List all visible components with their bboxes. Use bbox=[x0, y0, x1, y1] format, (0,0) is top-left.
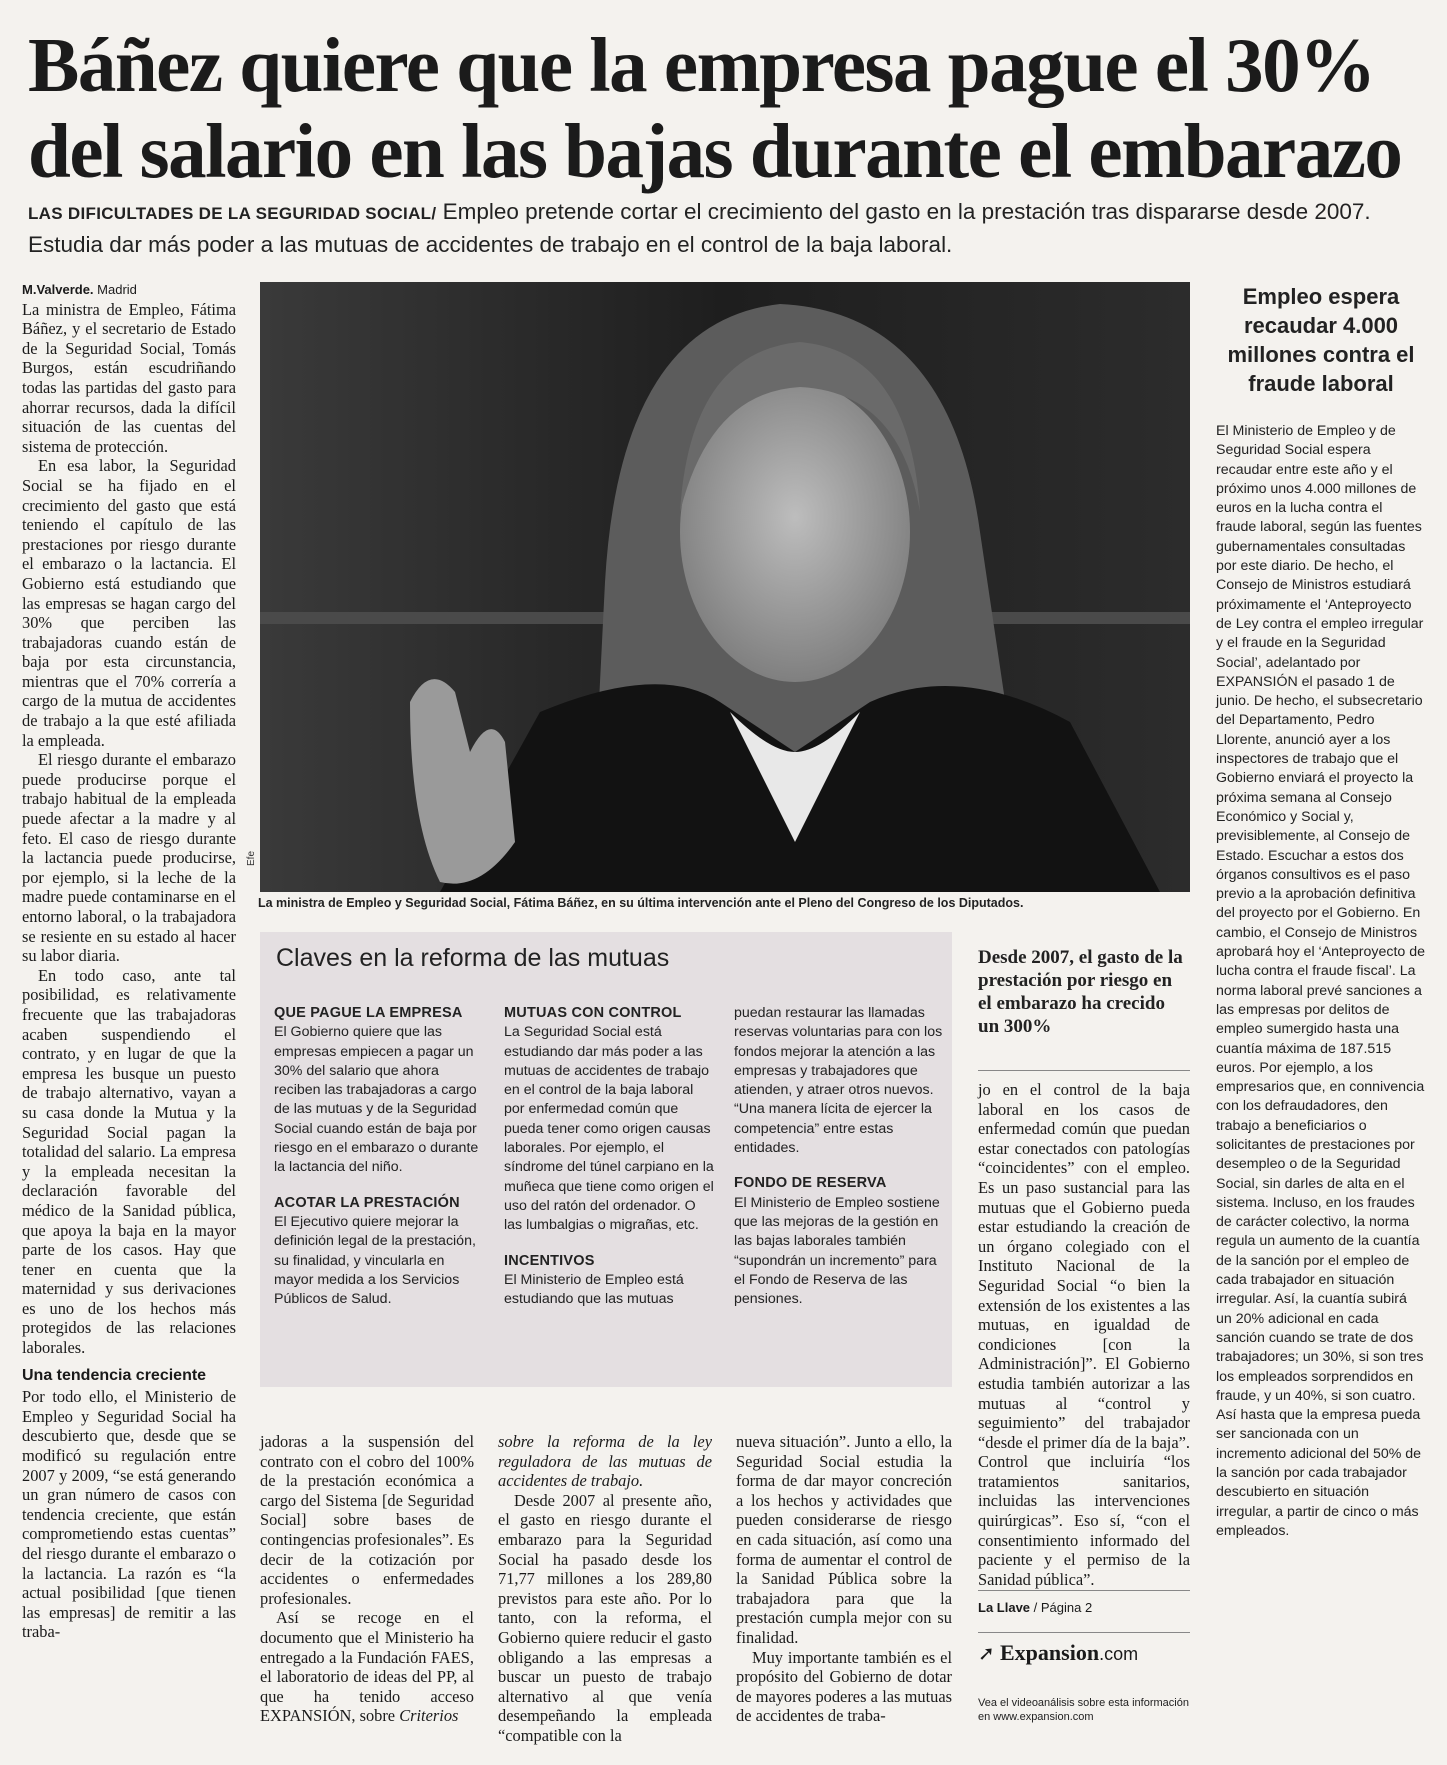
box-section-5-text: El Ministerio de Empleo sostiene que las mejoras de la gestión en las bajas laborales también “supondrán un incremento” para el Fondo de Reserva de las pensiones. bbox=[734, 1194, 940, 1308]
byline bbox=[22, 280, 236, 300]
deck-text: Empleo pretende cortar el crecimiento del gasto en la prestación tras dispararse desde 2007. Estudia dar más poder a las mutuas de accidentes de trabajo en el control de la baja laboral. bbox=[28, 199, 1371, 257]
expansion-promo[interactable] bbox=[978, 1640, 1190, 1755]
headline-line-1: Báñez quiere que la empresa pague el 30% bbox=[28, 22, 1375, 108]
column-4 bbox=[736, 1432, 952, 1726]
pull-quote: Desde 2007, el gasto de la prestación por riesgo en el embarazo ha crecido un 300% bbox=[978, 947, 1183, 1037]
col4-paragraph-1: nueva situación”. Junto a ello, la Seguridad Social estudia la forma de dar mayor concreción a los hechos y actividades que pueden considerarse de riesgo en cada situación, así como una forma de aumentar el control de la Sanidad Pública sobre la trabajadora para que la prestación cumpla mejor con su finalidad. bbox=[736, 1432, 952, 1647]
column-5 bbox=[978, 1080, 1190, 1589]
lallave-rule bbox=[978, 1590, 1190, 1591]
keys-box bbox=[260, 932, 952, 1387]
column-1 bbox=[22, 280, 236, 1642]
col4-paragraph-2: Muy importante también es el propósito del Gobierno de dotar de mayores poderes a las mutuas de accidentes de traba- bbox=[736, 1647, 952, 1726]
photo-illustration bbox=[260, 282, 1190, 892]
column-3 bbox=[498, 1432, 712, 1746]
col1-paragraph-4: En todo caso, ante tal posibilidad, es relativamente frecuente que las trabajadoras acaben suspendiendo el contrato, y en lugar de que la empresa les busque un puesto de trabajo alternativo, vayan a su casa donde la Mutua y la Seguridad Social pagan la totalidad del salario. La empresa y la empleada necesitan la declaración favorable del médico de la Sanidad pública, que apoya la baja en la mayor parte de los casos. Hay que tener en cuenta que la maternidad y sus derivaciones es uno de los hechos más protegidos de las relaciones laborales. bbox=[22, 965, 236, 1358]
lallave-reference[interactable] bbox=[978, 1600, 1092, 1615]
byline-place: Madrid bbox=[93, 282, 137, 297]
keys-box-column-1 bbox=[274, 998, 484, 1309]
box-section-3-head: MUTUAS CON CONTROL bbox=[504, 1005, 682, 1021]
sidebar-body: El Ministerio de Empleo y de Seguridad Social espera recaudar entre este año y el próximo unos 4.000 millones de euros en la lucha contra el fraude laboral, según las fuentes gubernamentales consultadas por este diario. De hecho, el Consejo de Ministros estudiará próximamente el ‘Anteproyecto de Ley contra el empleo irregular y el fraude en la Seguridad Social’, adelantado por EXPANSIÓN el pasado 1 de junio. De hecho, el subsecretario del Departamento, Pedro Llorente, anunció ayer a los inspectores de trabajo que el Gobierno enviará el proyecto la próxima semana al Consejo Económico y Social y, previsiblemente, al Consejo de Estado. Escuchar a estos dos órganos consultivos es el paso previo a la aprobación definitiva del proyecto por el Gobierno. En cambio, el Consejo de Ministros aprobará hoy el ‘Anteproyecto de lucha contra el fraude fiscal’. La norma laboral prevé sanciones a las empresas por delitos de empleo sumergido hasta una cuantía máxima de 187.515 euros. Por ejemplo, a los empresarios que, en connivencia con los defraudadores, den trabajo a beneficiarios o solicitantes de prestaciones por desempleo o de la Seguridad Social, sin darles de alta en el sistema. Incluso, en los fraudes de carácter colectivo, la norma regula un aumento de la cuantía de la sanción por el empleo de cada trabajador en situación irregular. Así, la cuantía subirá un 20% adicional en cada sanción cuando se trate de dos trabajadores; un 30%, si son tres los empleados sorprendidos en fraude, y un 40%, si son cuatro. Así hasta que la empresa pueda ser sancionada con un incremento adicional del 50% de la sanción por cada trabajador descubierto en situación irregular, a partir de cinco o más empleados. bbox=[1216, 423, 1426, 1539]
col1-subhead: Una tendencia creciente bbox=[22, 1366, 207, 1384]
box-section-4-head: INCENTIVOS bbox=[504, 1252, 595, 1269]
col3-paragraph-1: sobre la reforma de la ley reguladora de las mutuas de accidentes de trabajo. bbox=[498, 1432, 712, 1491]
box-section-1-head: QUE PAGUE LA EMPRESA bbox=[274, 1005, 463, 1021]
keys-box-column-3 bbox=[734, 998, 944, 1309]
expansion-logo-text: Expansion bbox=[1000, 1640, 1100, 1665]
col1-paragraph-5: Por todo ello, el Ministerio de Empleo y Seguridad Social ha descubierto que, desde que se modificó su regulación entre 2007 y 2009, “se está generando un gran número de casos con tendencia creciente, que están comprometiendo estas cuentas” del riesgo durante el embarazo o la lactancia. La razón es “la actual posibilidad [que tienen las empresas] de remitir a las traba- bbox=[22, 1387, 236, 1642]
col2-paragraph-2 bbox=[260, 1608, 474, 1726]
column-2 bbox=[260, 1432, 474, 1726]
box-section-2-text: El Ejecutivo quiere mejorar la definición legal de la prestación, su finalidad, y vincularla en mayor medida a los Servicios Públicos de Salud. bbox=[274, 1213, 476, 1308]
expansion-logo-suffix: .com bbox=[1099, 1644, 1139, 1664]
deck bbox=[28, 196, 1418, 260]
lallave-page: / Página 2 bbox=[1030, 1600, 1093, 1615]
keys-box-column-2 bbox=[504, 998, 714, 1309]
headline bbox=[28, 22, 1428, 194]
deck-kicker: LAS DIFICULTADES DE LA SEGURIDAD SOCIAL/ bbox=[28, 204, 437, 223]
box-section-5-head: FONDO DE RESERVA bbox=[734, 1175, 887, 1192]
col5-paragraph-1: jo en el control de la baja laboral en los casos de enfermedad común que puedan estar conectados con patologías “coincidentes” con el empleo. Es un paso sustancial para las mutuas que el Gobierno pueda estar estudiando la creación de un órgano colegiado con el Instituto Nacional de la Seguridad Social “o bien la extensión de los existentes a las mutuas, en igualdad de condiciones [con la Administración]”. El Gobierno estudia también autorizar a las mutuas al “control y seguimiento” del trabajador “desde el primer día de la baja”. Control que incluiría “los tratamientos sanitarios, incluidas las intervenciones quirúrgicas”. Eso sí, “con el consentimiento informado del paciente y el permiso de la Sanidad pública”. bbox=[978, 1080, 1190, 1589]
col2-paragraph-2-italic: Criterios bbox=[399, 1706, 459, 1726]
col3-paragraph-2: Desde 2007 al presente año, el gasto en riesgo durante el embarazo para la Seguridad Social ha pasado desde los 71,77 millones a los 289,80 previstos para este año. Por lo tanto, con la reforma, el Gobierno quiere reducir el gasto obligando a las empresas a buscar un puesto de trabajo alternativo al que venía desempeñando la empleada “compatible con la bbox=[498, 1490, 712, 1745]
box-section-3-text: La Seguridad Social está estudiando dar más poder a las mutuas de accidentes de trabajo en el control de la baja laboral por enfermedad común que pueda tener como origen causas laborales. Por ejemplo, el síndrome del túnel carpiano en la muñeca que tiene como origen el uso del ratón del ordenador. O las lumbalgias o migrañas, etc. bbox=[504, 1024, 714, 1234]
expansion-logo[interactable] bbox=[978, 1640, 1190, 1666]
photo-minister bbox=[260, 282, 1190, 892]
box-section-4-continued: puedan restaurar las llamadas reservas voluntarias para con los fondos mejorar la atención a las empresas y trabajadores que atienden, y atraer otros nuevos. “Una manera lícita de ejercer la competencia” entre estas entidades. bbox=[734, 1005, 943, 1157]
byline-author: M.Valverde. bbox=[22, 282, 94, 297]
box-section-2-head: ACOTAR LA PRESTACIÓN bbox=[274, 1194, 460, 1211]
col1-paragraph-1: La ministra de Empleo, Fátima Báñez, y el secretario de Estado de la Seguridad Social, Tomás Burgos, están escudriñando todas las partidas del gasto para ahorrar recursos, dada la difícil situación de las cuentas del sistema de protección. bbox=[22, 299, 236, 456]
lallave-label: La Llave bbox=[978, 1600, 1031, 1615]
col2-paragraph-2-text: Así se recoge en el documento que el Ministerio ha entregado a la Fundación FAES, el laboratorio de ideas del PP, al que ha tenido acceso EXPANSIÓN, sobre bbox=[260, 1608, 474, 1726]
pull-quote-rule bbox=[978, 1070, 1190, 1071]
box-section-1-text: El Gobierno quiere que las empresas empiecen a pagar un 30% del salario que ahora reciben las trabajadoras a cargo de las mutuas y de la Seguridad Social cuando están de baja por riesgo en el embarazo o durante la lactancia del niño. bbox=[274, 1024, 479, 1176]
photo-credit: Efe bbox=[246, 850, 257, 866]
sidebar-title: Empleo espera recaudar 4.000 millones contra el fraude laboral bbox=[1227, 284, 1415, 396]
photo-caption: La ministra de Empleo y Seguridad Social, Fátima Báñez, en su última intervención ante el Pleno del Congreso de los Diputados. bbox=[258, 896, 1024, 910]
col1-paragraph-3: El riesgo durante el embarazo puede producirse porque el trabajo habitual de la empleada puede afectar a la madre y al feto. El caso de riesgo durante la lactancia puede producirse, por ejemplo, si la leche de la madre puede contaminarse en el entorno laboral, o la trabajadora se resiente en su estado al hacer su labor diaria. bbox=[22, 750, 236, 966]
col2-paragraph-1: jadoras a la suspensión del contrato con el cobro del 100% de la prestación económica a cargo del Sistema [de Seguridad Social] sobre bases de contingencias profesionales”. Es decir de la cotización por accidentes o enfermedades profesionales. bbox=[260, 1432, 474, 1608]
arrow-icon: ➚ bbox=[978, 1641, 995, 1665]
headline-line-2: del salario en las bajas durante el embarazo bbox=[28, 108, 1402, 194]
expansion-promo-text: Vea el videoanálisis sobre esta información en www.expansion.com bbox=[978, 1697, 1189, 1723]
box-section-4-text: El Ministerio de Empleo está estudiando que las mutuas bbox=[504, 1271, 684, 1308]
expansion-rule bbox=[978, 1632, 1190, 1633]
col1-paragraph-2: En esa labor, la Seguridad Social se ha fijado en el crecimiento del gasto que está teniendo el capítulo de las prestaciones por riesgo durante el embarazo o la lactancia. El Gobierno está estudiando que las empresas se hagan cargo del 30% que perciben las trabajadoras cuando están de baja por esta circunstancia, mientras que el 70% correría a cargo de la mutua de accidentes de trabajo a la que esté afiliada la empleada. bbox=[22, 456, 236, 750]
keys-box-title: Claves en la reforma de las mutuas bbox=[276, 944, 670, 972]
